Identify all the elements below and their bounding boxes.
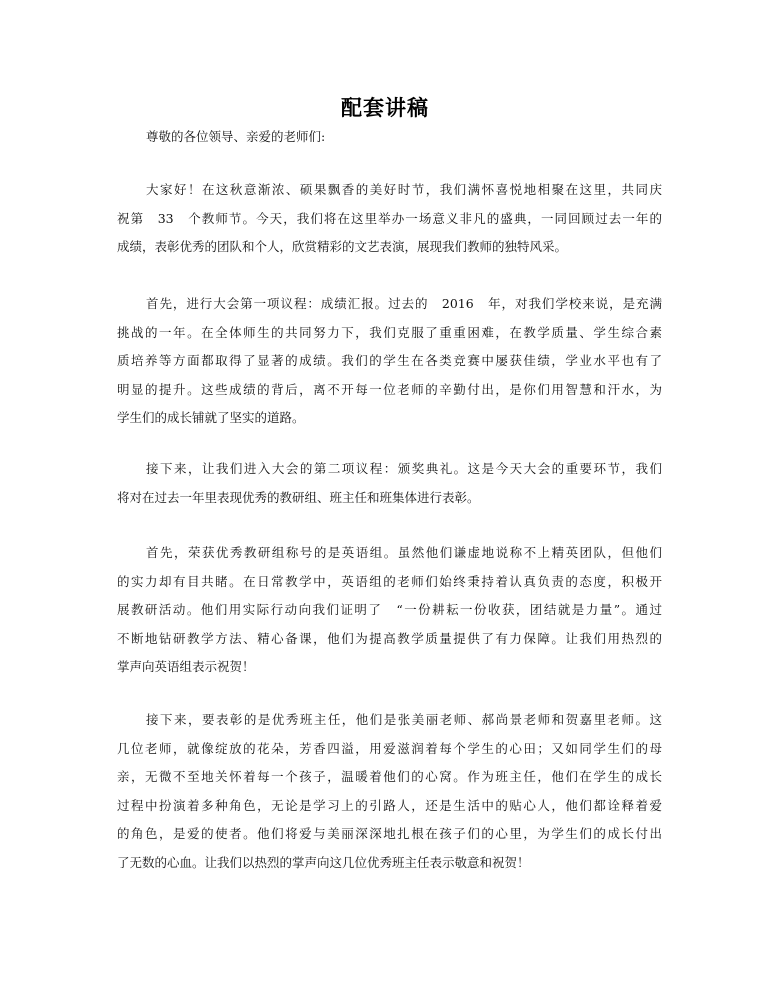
paragraph-opening — [117, 176, 662, 262]
paragraph-line: 首先，荣获优秀教研组称号的是英语组。虽然他们谦虚地说称不上精英团队，但他们 — [146, 545, 662, 560]
paragraph-line: 成绩，表彰优秀的团队和个人，欣赏精彩的文艺表演，展现我们教师的独特风采。 — [117, 239, 568, 254]
paragraph-line: 将对在过去一年里表现优秀的教研组、班主任和班集体进行表彰。 — [117, 489, 480, 505]
paragraph-line: 亲，无微不至地关怀着每一个孩子，温暖着他们的心窝。作为班主任，他们在学生的成长 — [117, 769, 662, 784]
paragraph-line: 了无数的心血。让我们以热烈的掌声向这几位优秀班主任表示敬意和祝贺！ — [117, 854, 530, 870]
paragraph-line: 学生们的成长铺就了坚实的道路。 — [117, 410, 305, 425]
document-title: 配套讲稿 — [341, 95, 429, 120]
paragraph-line: 的实力却有目共睹。在日常教学中，英语组的老师们始终秉持着认真负责的态度，积极开 — [117, 573, 662, 589]
paragraph-achievements — [117, 290, 662, 433]
paragraph-line: 首先，进行大会第一项议程：成绩汇报。过去的 2016 年，对我们学校来说，是充满 — [146, 296, 662, 311]
paragraph-line: 大家好！在这秋意渐浓、硕果飘香的美好时节，我们满怀喜悦地相聚在这里，共同庆 — [146, 182, 662, 197]
paragraph-line: 展教研活动。他们用实际行动向我们证明了 “一份耕耘一份收获，团结就是力量”。通过 — [117, 602, 662, 617]
paragraph-line: 的角色，是爱的使者。他们将爱与美丽深深地扎根在孩子们的心里，为学生们的成长付出 — [117, 826, 662, 841]
paragraph-line: 明显的提升。这些成绩的背后，离不开每一位老师的辛勤付出，是你们用智慧和汗水，为 — [117, 381, 662, 397]
paragraph-line: 接下来，让我们进入大会的第二项议程：颁奖典礼。这是今天大会的重要环节，我们 — [146, 461, 662, 476]
paragraph-line: 质培养等方面都取得了显著的成绩。我们的学生在各类竞赛中屡获佳绩，学业水平也有了 — [117, 353, 662, 368]
paragraph-line: 几位老师，就像绽放的花朵，芳香四溢，用爱滋润着每个学生的心田；又如同学生们的母 — [117, 740, 662, 756]
greeting-line: 尊敬的各位领导、亲爱的老师们: — [146, 129, 326, 144]
paragraph-awards-intro — [117, 455, 662, 512]
paragraph-line: 过程中扮演着多种角色，无论是学习上的引路人，还是生活中的贴心人，他们都诠释着爱 — [117, 797, 662, 813]
paragraph-line: 不断地钻研教学方法、精心备课，他们为提高教学质量提供了有力保障。让我们用热烈的 — [117, 630, 662, 646]
paragraph-english-group — [117, 539, 662, 682]
paragraph-line: 掌声向英语组表示祝贺！ — [117, 659, 255, 674]
paragraph-line: 接下来，要表彰的是优秀班主任，他们是张美丽老师、郝尚景老师和贺嘉里老师。这 — [146, 712, 662, 727]
paragraph-head-teachers — [117, 706, 662, 877]
paragraph-line: 挑战的一年。在全体师生的共同努力下，我们克服了重重困难，在教学质量、学生综合素 — [117, 324, 662, 340]
paragraph-line: 祝第 33 个教师节。今天，我们将在这里举办一场意义非凡的盛典，一同回顾过去一年的 — [117, 210, 662, 226]
